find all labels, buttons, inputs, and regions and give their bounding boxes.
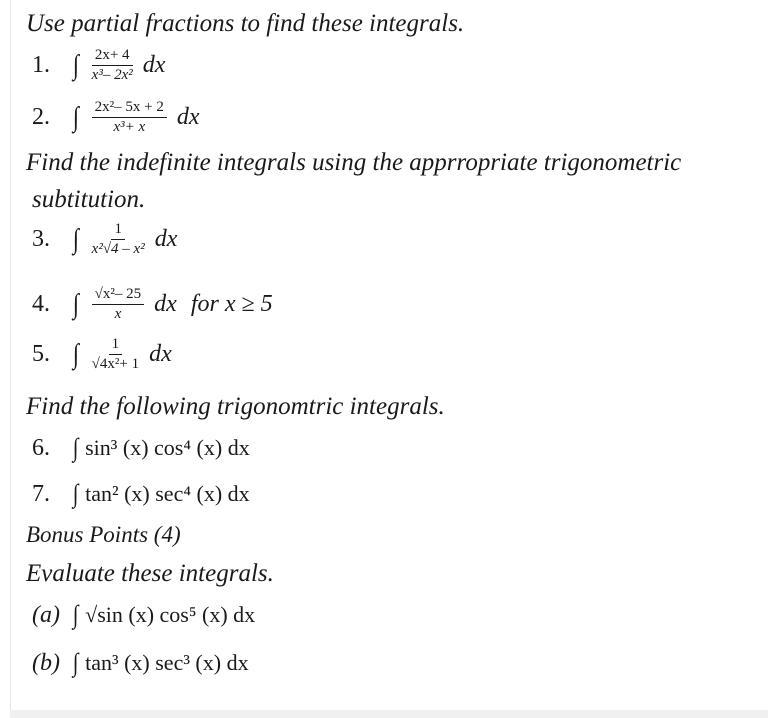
heading-trig-integrals: Find the following trigonomtric integrals. xyxy=(26,393,445,420)
problem-number: 4. xyxy=(32,291,50,317)
problem-2 xyxy=(32,100,200,135)
problem-number: 6. xyxy=(32,434,50,461)
heading-partial-fractions: Use partial fractions to find these integrals. xyxy=(26,10,465,37)
denominator: x³– 2x² xyxy=(91,67,133,83)
integral-sign: ∫ xyxy=(72,479,79,508)
bottom-border xyxy=(10,710,768,718)
numerator: 2x²– 5x + 2 xyxy=(92,100,167,118)
differential: dx xyxy=(176,104,200,130)
differential: dx xyxy=(149,341,172,367)
differential: dx xyxy=(142,52,166,78)
problem-number: 5. xyxy=(32,341,50,367)
problem-6 xyxy=(32,433,250,463)
problem-number: (b) xyxy=(32,649,60,676)
integrand-expression: tan³ (x) sec³ (x) dx xyxy=(85,650,249,675)
problem-4 xyxy=(32,287,273,322)
integral-sign: ∫ xyxy=(72,101,79,133)
problem-7 xyxy=(32,479,250,509)
numerator: 1 xyxy=(109,337,123,355)
denominator: x²√4 – x² xyxy=(91,241,145,257)
fraction xyxy=(92,337,139,372)
integral-sign: ∫ xyxy=(72,648,79,677)
left-border xyxy=(10,0,11,718)
numerator: 2x+ 4 xyxy=(92,48,133,66)
fraction xyxy=(92,100,167,135)
problem-bonus-a xyxy=(32,600,255,630)
integral-sign: ∫ xyxy=(72,433,79,462)
numerator: √x²– 25 xyxy=(92,287,144,305)
integrand-expression: sin³ (x) cos⁴ (x) dx xyxy=(85,435,250,460)
heading-evaluate: Evaluate these integrals. xyxy=(26,560,274,587)
problem-number: (a) xyxy=(32,601,60,628)
integral-sign: ∫ xyxy=(72,600,79,629)
problem-3 xyxy=(32,222,177,257)
denominator: x xyxy=(114,306,122,322)
differential: dx xyxy=(154,226,178,252)
integral-sign: ∫ xyxy=(72,49,79,81)
fraction xyxy=(92,287,144,322)
problem-number: 1. xyxy=(32,52,50,78)
problem-bonus-b xyxy=(32,648,249,678)
problem-number: 2. xyxy=(32,104,50,130)
integrand-expression: tan² (x) sec⁴ (x) dx xyxy=(85,481,250,506)
denominator: x³+ x xyxy=(113,119,146,135)
fraction xyxy=(92,48,133,83)
problem-1 xyxy=(32,48,165,83)
integral-sign: ∫ xyxy=(72,338,79,370)
integral-sign: ∫ xyxy=(72,223,79,255)
numerator: 1 xyxy=(111,222,125,240)
integrand-expression: √sin (x) cos⁵ (x) dx xyxy=(85,602,256,627)
denominator: √4x²+ 1 xyxy=(91,356,140,372)
problem-number: 7. xyxy=(32,480,50,507)
bonus-points-label: Bonus Points (4) xyxy=(26,522,181,547)
problem-number: 3. xyxy=(32,226,50,252)
condition: for x ≥ 5 xyxy=(190,291,273,317)
heading-trig-substitution: Find the indefinite integrals using the apprropriate trigonometric xyxy=(26,149,682,176)
integral-sign: ∫ xyxy=(72,288,79,320)
heading-trig-substitution-cont: subtitution. xyxy=(32,186,146,213)
problem-5 xyxy=(32,337,172,372)
differential: dx xyxy=(154,291,177,317)
fraction xyxy=(92,222,145,257)
